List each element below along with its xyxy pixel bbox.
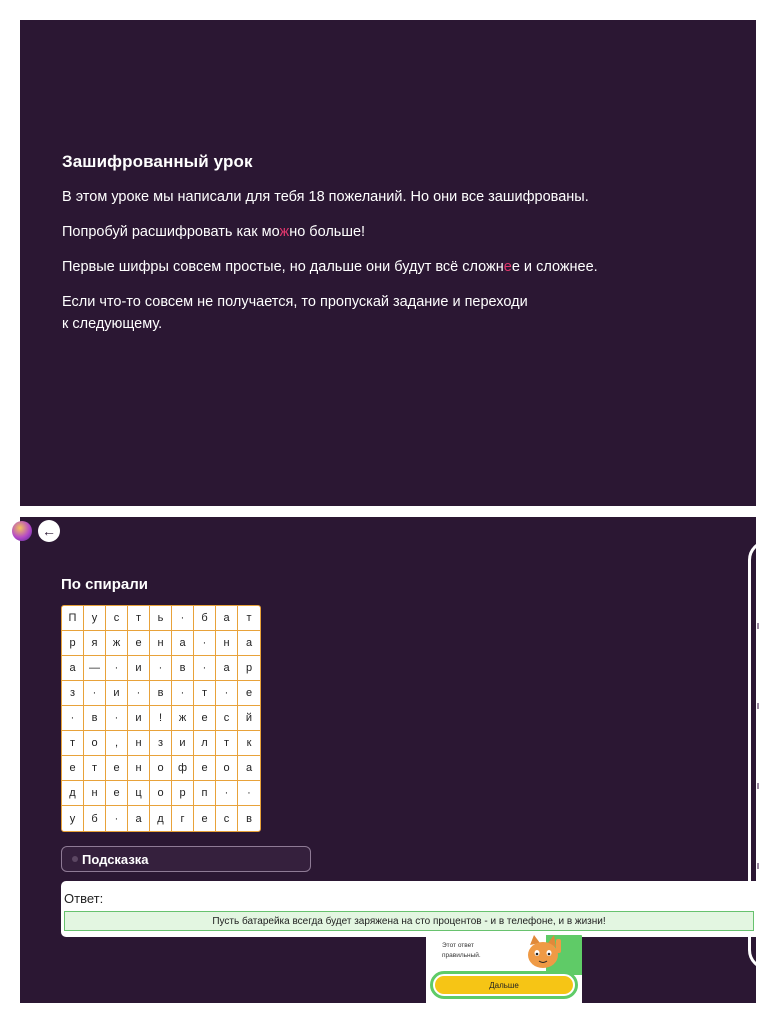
grid-cell: с <box>106 606 128 631</box>
grid-cell: п <box>194 781 216 806</box>
grid-cell: и <box>106 681 128 706</box>
grid-cell: е <box>106 756 128 781</box>
grid-cell: и <box>128 656 150 681</box>
grid-cell: · <box>216 781 238 806</box>
grid-cell: е <box>194 706 216 731</box>
next-button[interactable]: Дальше <box>435 976 573 994</box>
grid-cell: н <box>84 781 106 806</box>
grid-cell: · <box>238 781 260 806</box>
grid-cell: · <box>62 706 84 731</box>
grid-cell: , <box>106 731 128 756</box>
grid-cell: р <box>238 656 260 681</box>
next-button-frame <box>430 971 578 999</box>
cipher-grid <box>61 605 261 832</box>
grid-cell: з <box>62 681 84 706</box>
grid-cell: а <box>128 806 150 831</box>
answer-input[interactable]: Пусть батарейка всегда будет заряжена на сто процентов - и в телефоне, и в жизни! <box>64 911 754 931</box>
grid-cell: б <box>194 606 216 631</box>
grid-cell: л <box>194 731 216 756</box>
grid-cell: в <box>172 656 194 681</box>
grid-cell: е <box>62 756 84 781</box>
grid-cell: · <box>106 806 128 831</box>
grid-cell: г <box>172 806 194 831</box>
grid-cell: т <box>128 606 150 631</box>
grid-cell: ф <box>172 756 194 781</box>
grid-cell: · <box>194 656 216 681</box>
grid-cell: р <box>62 631 84 656</box>
grid-cell: т <box>194 681 216 706</box>
grid-cell: д <box>150 806 172 831</box>
grid-cell: т <box>216 731 238 756</box>
grid-cell: · <box>172 681 194 706</box>
grid-cell: о <box>150 781 172 806</box>
grid-cell: т <box>238 606 260 631</box>
grid-cell: в <box>84 706 106 731</box>
grid-cell: т <box>62 731 84 756</box>
grid-cell: я <box>84 631 106 656</box>
grid-cell: и <box>128 706 150 731</box>
grid-cell: о <box>216 756 238 781</box>
grid-cell: ! <box>150 706 172 731</box>
grid-cell: н <box>128 731 150 756</box>
grid-cell: а <box>238 756 260 781</box>
grid-cell: д <box>62 781 84 806</box>
grid-cell: · <box>216 681 238 706</box>
grid-cell: ж <box>172 706 194 731</box>
grid-cell: н <box>128 756 150 781</box>
grid-cell: е <box>238 681 260 706</box>
grid-cell: р <box>172 781 194 806</box>
grid-cell: · <box>128 681 150 706</box>
grid-cell: у <box>84 606 106 631</box>
grid-cell: о <box>150 756 172 781</box>
grid-cell: е <box>194 806 216 831</box>
grid-cell: у <box>62 806 84 831</box>
result-toast <box>426 931 582 1003</box>
grid-cell: а <box>172 631 194 656</box>
grid-cell: н <box>216 631 238 656</box>
answer-section <box>61 881 761 937</box>
grid-cell: и <box>172 731 194 756</box>
grid-cell: т <box>84 756 106 781</box>
grid-cell: а <box>216 606 238 631</box>
grid-cell: · <box>84 681 106 706</box>
grid-cell: — <box>84 656 106 681</box>
grid-cell: е <box>194 756 216 781</box>
grid-cell: П <box>62 606 84 631</box>
grid-cell: а <box>216 656 238 681</box>
grid-cell: к <box>238 731 260 756</box>
hint-label: Подсказка <box>82 851 149 867</box>
grid-cell: ь <box>150 606 172 631</box>
grid-cell: н <box>150 631 172 656</box>
result-message: Этот ответ правильный. <box>442 942 481 959</box>
grid-cell: с <box>216 806 238 831</box>
grid-cell: · <box>150 656 172 681</box>
grid-cell: й <box>238 706 260 731</box>
intro-paragraph-1: В этом уроке мы написали для тебя 18 пожеланий. Но они все зашифрованы. <box>62 189 589 205</box>
grid-cell: о <box>84 731 106 756</box>
cat-mascot-icon <box>518 933 568 973</box>
grid-cell: е <box>106 781 128 806</box>
grid-cell: з <box>150 731 172 756</box>
grid-cell: ц <box>128 781 150 806</box>
grid-cell: в <box>150 681 172 706</box>
grid-cell: ж <box>106 631 128 656</box>
intro-paragraph-4: Если что-то совсем не получается, то пропускай задание и переходи к следующему. <box>62 294 528 332</box>
grid-cell: в <box>246 812 252 825</box>
intro-text <box>62 152 702 348</box>
grid-cell: · <box>194 631 216 656</box>
grid-cell: а <box>238 631 260 656</box>
logo-icon <box>12 521 32 541</box>
intro-title: Зашифрованный урок <box>62 152 253 171</box>
answer-label: Ответ: <box>64 891 104 906</box>
grid-cell: · <box>172 606 194 631</box>
intro-paragraph-3: Первые шифры совсем простые, но дальше они будут всё сложнее и сложнее. <box>62 259 598 275</box>
back-button[interactable] <box>38 520 60 542</box>
hint-icon <box>72 856 78 862</box>
task-title: По спирали <box>61 576 148 593</box>
grid-cell: а <box>62 656 84 681</box>
grid-cell: · <box>106 656 128 681</box>
grid-cell: е <box>128 631 150 656</box>
arrow-left-icon: ← <box>42 523 56 539</box>
grid-cell: с <box>216 706 238 731</box>
intro-paragraph-2: Попробуй расшифровать как можно больше! <box>62 224 366 240</box>
grid-cell: б <box>84 806 106 831</box>
grid-cell: · <box>106 706 128 731</box>
hint-button[interactable] <box>61 846 311 872</box>
